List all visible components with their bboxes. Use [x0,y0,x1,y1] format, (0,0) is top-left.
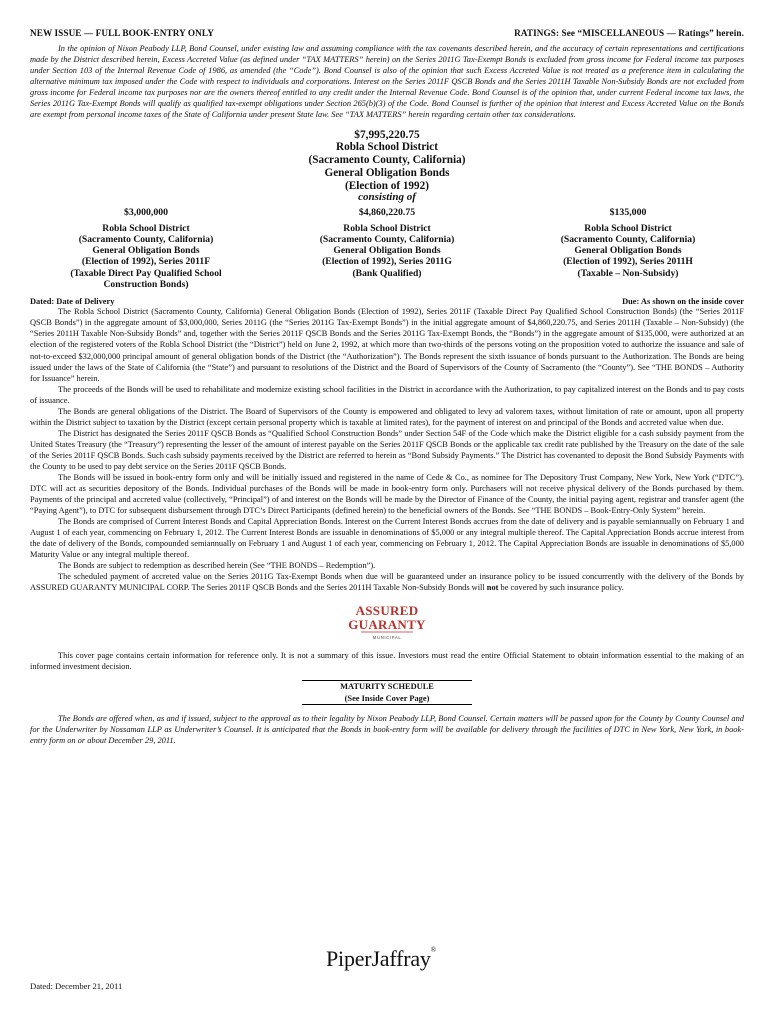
dated-label: Dated: Date of Delivery [30,297,115,307]
series-2011h [512,207,744,290]
underwriter-name: PiperJaffray [326,946,431,971]
bond-type: General Obligation Bonds [324,166,450,179]
proceeds-paragraph: The proceeds of the Bonds will be used to rehabilitate and modernize existing school facilities in the District in accordance with the Authorization, to pay capitalized interest on the Bonds and to pay costs of issuance. [30,384,744,405]
series-amount: $3,000,000 [123,207,169,219]
authorization-paragraph: The Robla School District (Sacramento County, California) General Obligation Bonds (Election of 1992), Series 2011F (Taxable Direct Pay Qualified School Construction Bonds) (the “Series 2011F QSCB Bonds”) in the aggregate amount of $3,000,000, Series 2011G (the “Series 2011G Tax-Exempt Bonds”) in the initial aggregate amount of $4,860,220.75, and Series 2011H (Taxable – Non-Subsidy) (the “Series 2011H Taxable Non-Subsidy Bonds” and, together with the Series 2011F QSCB Bonds and the Series 2011G Tax-Exempt Bonds, the “Bonds”) in the aggregate amount of $135,000, were authorized at an election of the registered voters of the Robla School District (the “District”) held on June 2, 1992, at which more than two-thirds of the persons voting on the proposition voted to authorize the issuance and sale of not-to-exceed $32,000,000 principal amount of general obligation bonds of the District (the “Authorization”). The Bonds represent the sixth issuance of bonds pursuant to the Authorization. The Bonds are being issued under the laws of the State of California (the “State”) and pursuant to resolutions of the District and the Board of Supervisors of the County of Sacramento (the “County”). See “THE BONDS – Authority for Issuance” herein. [30,307,744,383]
election-year: (Election of 1992) [345,179,429,192]
series-line: (Taxable – Non-Subsidy) [577,267,679,279]
series-line: (Sacramento County, California) [78,233,214,245]
ratings-label: RATINGS: See “MISCELLANEOUS — Ratings” herein. [514,28,744,38]
series-amount: $4,860,220.75 [358,207,416,219]
cover-page-note: This cover page contains certain information for reference only. It is not a summary of this issue. Investors must read the entire Official Statement to obtain information essential to the making of an informed investment decision. [30,650,744,671]
series-line: Robla School District [102,222,190,234]
series-line: (Sacramento County, California) [319,233,455,245]
series-line: General Obligation Bonds [574,245,682,257]
consisting-of-label: consisting of [358,191,416,204]
assured-guaranty-logo-wrap [30,602,744,642]
assured-guaranty-logo [347,602,427,642]
series-line: Robla School District [343,222,431,234]
series-line: General Obligation Bonds [92,245,200,257]
security-paragraph: The Bonds are general obligations of the District. The Board of Supervisors of the County is empowered and obligated to levy ad valorem taxes, without limitation of rate or amount, upon all property within the District subject to taxation by the District (except certain personal property which is taxable at limited rates), for the payment of interest on and principal of the Bonds and accreted value when due. [30,406,744,427]
official-statement-cover [30,28,744,755]
dated-due-row [30,297,744,306]
book-entry-paragraph: The Bonds will be issued in book-entry form only and will be initially issued and registered in the name of Cede & Co., as nominee for The Depository Trust Company, New York, New York (“DTC”). DTC will act as securities depository of the Bonds. Individual purchases of the Bonds will be made in book-entry form only. Purchasers will not receive physical delivery of the Bonds purchased by them. Payments of the principal and accreted value (collectively, “Principal”) of and interest on the Bonds will be made by the Director of Finance of the County, the initial paying agent, registrar and transfer agent (the “Paying Agent”), to DTC for subsequent disbursement through DTC’s Direct Participants (defined herein) to the beneficial owners of the Bonds. See “THE BONDS – Book-Entry-Only System” herein. [30,473,744,516]
statement-date: Dated: December 21, 2011 [30,981,123,991]
maturity-title: MATURITY SCHEDULE [340,682,434,692]
logo-word-assured: ASSURED [355,602,419,618]
header-row [30,28,744,38]
issuer-county: (Sacramento County, California) [308,154,466,167]
insurance-text-not: not [486,583,499,593]
issuer-name: Robla School District [336,141,438,154]
qscb-paragraph: The District has designated the Series 2011F QSCB Bonds as “Qualified School Construction Bonds” under Section 54F of the Code which make the District eligible for a cash subsidy payment from the United States Treasury (the “Treasury”) representing the lesser of the amount of interest payable on the Series 2011F QSCB Bonds or the applicable tax credit rate published by the Treasury on the date of the sale of the Series 2011F QSCB Bonds. Such cash subsidy payments received by the District are referred to herein as “Bond Subsidy Payments.” The District has covenanted to deposit the Bond Subsidy Payments with the County to be used to pay debt service on the Series 2011F QSCB Bonds. [30,428,744,471]
main-title-block [30,129,744,193]
series-2011g [271,207,503,290]
bond-types-paragraph: The Bonds are comprised of Current Interest Bonds and Capital Appreciation Bonds. Interest on the Current Interest Bonds accrues from the date of delivery and is payable semiannually on February 1 and August 1 of each year, commencing on February 1, 2012. The Current Interest Bonds are issuable in denominations of $5,000 or any integral multiple thereof. The Capital Appreciation Bonds accrue interest from the date of delivery of the Bonds, compounded semiannually on February 1 and August 1 of each year, commencing on February 1, 2012. The Capital Appreciation Bonds are issuable in denominations of $5,000 Maturity Value or any integral multiple thereof. [30,517,744,560]
maturity-subtitle: (See Inside Cover Page) [344,693,430,703]
total-amount: $7,995,220.75 [354,128,420,141]
registered-mark: ® [430,946,436,954]
series-line: (Election of 1992), Series 2011G [322,256,452,268]
maturity-schedule-box [302,680,472,705]
insurance-paragraph [30,571,744,593]
series-line: Construction Bonds) [103,279,189,291]
series-2011f [30,207,262,290]
offering-paragraph: The Bonds are offered when, as and if issued, subject to the approval as to their legality by Nixon Peabody LLP, Bond Counsel. Certain matters will be passed upon for the County by County Counsel and for the Underwriter by Nossaman LLP as Underwriter’s Counsel. It is anticipated that the Bonds in book-entry form will be available for delivery through the facilities of DTC in New York, New York, in book-entry form on or about December 29, 2011. [30,714,744,746]
logo-word-guaranty: GUARANTY [348,616,426,632]
series-line: (Bank Qualified) [352,267,422,279]
series-line: General Obligation Bonds [333,245,441,257]
series-line: (Taxable Direct Pay Qualified School [70,267,222,279]
piper-jaffray-logo [326,946,436,972]
due-label: Due: As shown on the inside cover [622,297,744,307]
issue-type-label: NEW ISSUE — FULL BOOK-ENTRY ONLY [30,28,215,38]
logo-word-municipal: MUNICIPAL [372,634,402,640]
insurance-text-a: The scheduled payment of accreted value on the Series 2011G Tax-Exempt Bonds when due will be guaranteed under an insurance policy to be issued concurrently with the delivery of the Bonds by ASSURED GUARANTY MUNICIPAL CORP. The Series 2011F QSCB Bonds and the Series 2011H Taxable Non-Subsidy Bonds will [30,572,744,593]
bond-counsel-opinion: In the opinion of Nixon Peabody LLP, Bond Counsel, under existing law and assuming compliance with the tax covenants described herein, and the accuracy of certain representations and certifications made by the District described herein, Excess Accreted Value (as defined under “TAX MATTERS” herein) on the Series 2011G Tax-Exempt Bonds is excluded from gross income for Federal income tax purposes under Section 103 of the Internal Revenue Code of 1986, as amended (the “Code”). Bond Counsel is also of the opinion that such Excess Accreted Value is not treated as a preference item in calculating the alternative minimum tax imposed under the Code with respect to individuals and corporations. Interest on the Series 2011F QSCB Bonds and the Series 2011H Taxable Non-Subsidy Bonds are not excluded from gross income for Federal income tax purposes nor are the owners thereof entitled to any credit under the Internal Revenue Code. Bond Counsel is of the opinion that, under current Federal income tax laws, the Series 2011G Tax-Exempt Bonds will qualify as qualified tax-exempt obligations under Section 265(b)(3) of the Code. Bond Counsel is further of the opinion that interest and Excess Accreted Value on the Bonds are exempt from personal income taxes of the State of California under present State law. See “TAX MATTERS” herein regarding certain other tax considerations. [30,44,744,120]
series-columns [30,207,744,290]
series-amount: $135,000 [609,207,647,219]
redemption-paragraph: The Bonds are subject to redemption as described herein (See “THE BONDS – Redemption”). [58,561,376,571]
series-line: (Election of 1992), Series 2011H [563,256,693,268]
series-line: (Election of 1992), Series 2011F [81,256,211,268]
insurance-text-c: be covered by such insurance policy. [498,583,624,593]
series-line: (Sacramento County, California) [560,233,696,245]
series-line: Robla School District [584,222,672,234]
